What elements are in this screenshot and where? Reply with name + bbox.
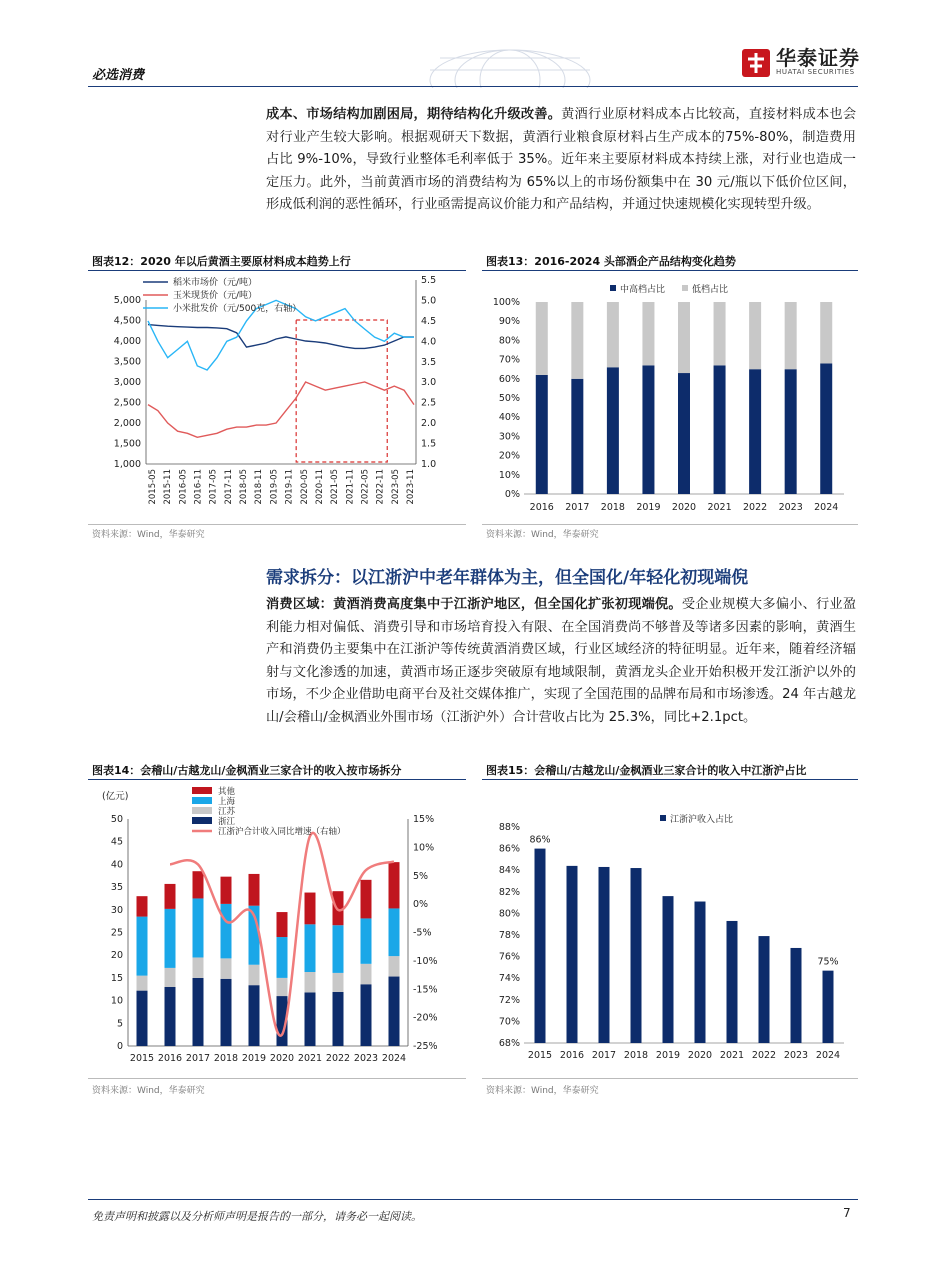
f14-bar-segment	[361, 918, 372, 963]
figure14-source-rule	[88, 1078, 466, 1079]
f14-bar-segment	[165, 909, 176, 968]
f14-right-tick-label: 5%	[413, 870, 429, 882]
f15-y-tick-label: 76%	[498, 951, 520, 963]
f14-bar-segment	[193, 871, 204, 898]
f15-x-tick-label: 2018	[623, 1050, 649, 1061]
figure13-title: 图表13：2016-2024 头部酒企产品结构变化趋势	[486, 255, 736, 268]
figure12-title: 图表12：2020 年以后黄酒主要原材料成本趋势上行	[92, 255, 351, 268]
f13-y-tick-label: 70%	[498, 354, 520, 366]
f13-bar-low	[642, 302, 654, 365]
f14-bar-segment	[221, 877, 232, 904]
f14-legend-label-0: 其他	[218, 787, 236, 797]
f15-x-tick-label: 2020	[687, 1050, 713, 1061]
f15-bar	[695, 902, 706, 1043]
f13-bar-mid-high	[607, 367, 619, 494]
f15-x-tick-label: 2017	[591, 1050, 617, 1061]
f15-bar	[631, 868, 642, 1043]
paragraph-cost-lead: 成本、市场结构加剧困局，期待结构化升级改善。	[266, 107, 562, 122]
f14-bar-segment	[389, 862, 400, 908]
f15-x-tick-label: 2015	[527, 1050, 553, 1061]
section-title: 需求拆分：以江浙沪中老年群体为主，但全国化/年轻化初现端倪	[266, 568, 749, 588]
f13-bar-low	[785, 302, 797, 369]
f13-x-tick-label: 2024	[814, 502, 839, 513]
footer-divider	[88, 1199, 858, 1200]
f14-bar-segment	[305, 893, 316, 925]
paragraph-cost	[266, 104, 856, 217]
f15-x-tick-label: 2022	[751, 1050, 777, 1061]
f14-right-tick-label: 15%	[413, 814, 435, 825]
huatai-logo-icon	[742, 47, 770, 77]
f12-x-tick-label: 2022-05	[360, 469, 371, 505]
f13-legend-label-0: 中高档占比	[620, 285, 666, 295]
f12-right-tick-label: 4.5	[421, 315, 437, 327]
header-section-label: 必选消费	[92, 68, 145, 83]
f14-bar-segment	[221, 904, 232, 958]
f14-x-tick-label: 2018	[213, 1053, 239, 1064]
f13-legend-label-1: 低档占比	[692, 285, 729, 295]
f14-bar-segment	[165, 968, 176, 987]
f13-y-tick-label: 50%	[498, 393, 520, 404]
f14-bar-segment	[333, 992, 344, 1046]
f14-bar-segment	[137, 917, 148, 976]
f14-legend-swatch-1	[192, 797, 212, 804]
figure13-chart	[482, 272, 858, 522]
f12-x-tick-label: 2020-11	[314, 469, 325, 505]
f15-y-tick-label: 68%	[498, 1038, 520, 1049]
f15-y-tick-label: 86%	[498, 843, 520, 855]
f12-right-tick-label: 5.0	[421, 295, 437, 307]
f12-legend-label-0: 稻米市场价（元/吨）	[173, 278, 258, 288]
f13-bar-mid-high	[642, 365, 654, 494]
f15-bar	[535, 849, 546, 1043]
figure12-source-rule	[88, 524, 466, 525]
f14-x-tick-label: 2019	[241, 1053, 267, 1064]
f13-legend-swatch-1	[682, 285, 688, 291]
f13-x-tick-label: 2021	[707, 502, 732, 513]
f14-bar-segment	[305, 924, 316, 972]
f12-x-tick-label: 2020-05	[299, 469, 310, 505]
f14-x-tick-label: 2015	[129, 1053, 155, 1064]
f12-right-tick-label: 2.0	[421, 418, 437, 430]
f14-left-tick-label: 25	[110, 927, 123, 939]
f12-x-tick-label: 2022-11	[375, 469, 386, 505]
f14-left-tick-label: 35	[110, 882, 123, 894]
f14-bar-segment	[361, 984, 372, 1046]
f15-bar	[727, 921, 738, 1043]
figure15-source: 资料来源：Wind，华泰研究	[486, 1086, 599, 1096]
f14-bar-segment	[165, 884, 176, 909]
f14-bar-segment	[389, 977, 400, 1046]
f13-y-tick-label: 80%	[498, 335, 520, 347]
f15-data-label-first: 86%	[529, 834, 551, 846]
page-number: 7	[843, 1206, 851, 1220]
f14-x-tick-label: 2022	[325, 1053, 351, 1064]
f14-right-tick-label: -25%	[413, 1041, 438, 1052]
f15-y-tick-label: 82%	[498, 886, 520, 898]
f15-bar	[759, 936, 770, 1043]
f14-right-tick-label: 0%	[413, 899, 429, 911]
f12-right-tick-label: 3.0	[421, 377, 437, 389]
f13-bar-low	[749, 302, 761, 369]
f14-left-tick-label: 50	[110, 814, 123, 825]
f12-series-line-1	[148, 382, 414, 437]
paragraph-region-lead: 消费区域：黄酒消费高度集中于江浙沪地区，但全国化扩张初现端倪。	[266, 597, 682, 612]
f14-left-tick-label: 45	[110, 836, 123, 848]
f13-x-tick-label: 2023	[778, 502, 803, 513]
f14-x-tick-label: 2020	[269, 1053, 295, 1064]
f15-x-tick-label: 2024	[815, 1050, 841, 1061]
f14-bar-segment	[305, 992, 316, 1046]
f15-x-tick-label: 2023	[783, 1050, 809, 1061]
f12-left-tick-label: 1,000	[113, 459, 141, 470]
f15-bar	[567, 866, 578, 1043]
paragraph-region-body: 受企业规模大多偏小、行业盈利能力相对偏低、消费引导和市场培育投入有限、在全国消费尚不够普及等诸多因素的影响，黄酒生产和消费仍主要集中在江浙沪等传统黄酒消费区域，行业区域经济的特征明显。近年来，随着经济辐射与文化渗透的加速，黄酒市场正逐步突破原有地域限制，黄酒龙头企业开始积极开发江浙沪以外的市场，不少企业借助电商平台及社交媒体推广，实现了全国范围的品牌布局和市场渗透。24 年古越龙山/会稽山/金枫酒业外围市场（江浙沪外）合计营收占比为 25.3%，同比+2.1pct。	[266, 597, 857, 725]
f14-right-tick-label: -10%	[413, 955, 438, 967]
f14-x-tick-label: 2023	[353, 1053, 379, 1064]
figure13-source: 资料来源：Wind，华泰研究	[486, 530, 599, 540]
f12-x-tick-label: 2023-11	[406, 469, 416, 505]
f13-x-tick-label: 2016	[529, 502, 554, 513]
f14-bar-segment	[333, 925, 344, 973]
f15-bar	[823, 971, 834, 1043]
f14-right-tick-label: -5%	[413, 927, 432, 939]
f13-y-tick-label: 60%	[498, 373, 520, 385]
f14-left-tick-label: 40	[110, 859, 123, 871]
f12-x-tick-label: 2019-11	[284, 469, 295, 505]
f15-y-tick-label: 84%	[498, 865, 520, 877]
f13-y-tick-label: 20%	[498, 450, 520, 462]
f15-y-tick-label: 72%	[498, 994, 520, 1006]
f14-x-tick-label: 2024	[381, 1053, 407, 1064]
f14-bar-segment	[333, 973, 344, 992]
f15-legend-label: 江浙沪收入占比	[670, 815, 734, 825]
f14-left-tick-label: 5	[116, 1018, 123, 1030]
f14-bar-segment	[193, 898, 204, 957]
f12-left-tick-label: 4,000	[113, 336, 141, 347]
f12-left-tick-label: 5,000	[113, 295, 141, 306]
f15-y-tick-label: 70%	[498, 1016, 520, 1028]
f13-x-tick-label: 2019	[636, 502, 661, 513]
figure14-source: 资料来源：Wind，华泰研究	[92, 1086, 205, 1096]
f12-left-tick-label: 2,000	[113, 418, 141, 429]
header-divider	[88, 86, 858, 87]
f14-bar-segment	[221, 979, 232, 1046]
figure15-source-rule	[482, 1078, 858, 1079]
f12-x-tick-label: 2015-11	[163, 469, 174, 505]
f14-bar-segment	[137, 991, 148, 1046]
f13-bar-mid-high	[571, 379, 583, 494]
figure15-title: 图表15：会稽山/古越龙山/金枫酒业三家合计的收入中江浙沪占比	[486, 764, 807, 777]
f13-y-tick-label: 40%	[498, 412, 520, 424]
f15-bar	[791, 948, 802, 1043]
f12-right-tick-label: 3.5	[421, 356, 437, 368]
f15-y-tick-label: 88%	[498, 822, 520, 833]
f12-x-tick-label: 2017-11	[223, 469, 234, 505]
brand-logo	[742, 47, 860, 77]
footer-disclaimer: 免责声明和披露以及分析师声明是报告的一部分，请务必一起阅读。	[92, 1210, 422, 1223]
f12-right-tick-label: 5.5	[421, 275, 437, 286]
f12-left-tick-label: 2,500	[113, 397, 141, 409]
f13-y-tick-label: 0%	[504, 489, 520, 500]
f14-left-tick-label: 20	[110, 950, 123, 962]
f14-legend-swatch-2	[192, 807, 212, 814]
f14-x-tick-label: 2016	[157, 1053, 183, 1064]
figure12-source: 资料来源：Wind，华泰研究	[92, 530, 205, 540]
f14-right-tick-label: -15%	[413, 984, 438, 996]
f13-y-tick-label: 90%	[498, 316, 520, 328]
f14-legend-swatch-0	[192, 787, 212, 794]
f14-bar-segment	[249, 985, 260, 1046]
f14-bar-segment	[165, 987, 176, 1046]
f14-bar-segment	[249, 874, 260, 906]
f13-y-tick-label: 10%	[498, 469, 520, 481]
f15-bar	[663, 896, 674, 1043]
f14-bar-segment	[193, 957, 204, 977]
f14-bar-segment	[277, 912, 288, 937]
f14-bar-segment	[361, 880, 372, 919]
paragraph-region	[266, 594, 856, 730]
f12-x-tick-label: 2021-11	[345, 469, 356, 505]
f14-bar-segment	[389, 908, 400, 956]
f13-bar-low	[678, 302, 690, 373]
paragraph-cost-body: 黄酒行业原材料成本占比较高，直接材料成本也会对行业产生较大影响。根据观研天下数据，黄酒行业粮食原材料占生产成本的75%-80%，制造费用占比 9%-10%，导致行业整体毛利率低于 35%。近年来主要原材料成本持续上涨，对行业也造成一定压力。此外，当前黄酒市场的消费结构为 65%以上的市场份额集中在 30 元/瓶以下低价位区间，形成低利润的恶性循环，行业亟需提高议价能力和产品结构，并通过快速规模化实现转型升级。	[266, 107, 857, 213]
f14-legend-label-3: 浙江	[218, 817, 236, 827]
f14-legend-label-1: 上海	[218, 797, 236, 807]
f13-bar-low	[607, 302, 619, 367]
f13-bar-low	[714, 302, 726, 365]
f14-left-tick-label: 10	[110, 995, 123, 1007]
f13-x-tick-label: 2020	[671, 502, 697, 513]
f12-right-tick-label: 2.5	[421, 397, 437, 409]
f14-bar-segment	[193, 978, 204, 1046]
f12-legend-label-1: 玉米现货价（元/吨）	[173, 291, 258, 301]
f14-bar-segment	[221, 958, 232, 978]
f12-legend-label-2: 小米批发价（元/500克，右轴）	[173, 304, 302, 314]
f14-bar-segment	[137, 896, 148, 916]
f12-x-tick-label: 2016-11	[193, 469, 204, 505]
brand-name-en: HUATAI SECURITIES	[776, 68, 855, 76]
figure14-rule	[88, 779, 466, 780]
f14-right-tick-label: 10%	[413, 842, 435, 854]
f12-right-tick-label: 1.5	[421, 438, 437, 450]
f13-y-tick-label: 30%	[498, 431, 520, 443]
f12-right-tick-label: 1.0	[421, 459, 437, 470]
f12-x-tick-label: 2023-05	[390, 469, 401, 505]
figure14-chart	[88, 781, 468, 1075]
f15-bar	[599, 867, 610, 1043]
f13-bar-low	[571, 302, 583, 379]
f12-x-tick-label: 2018-11	[254, 469, 265, 505]
f13-bar-mid-high	[536, 375, 548, 494]
f14-left-tick-label: 0	[116, 1041, 123, 1052]
f13-bar-mid-high	[749, 369, 761, 494]
f15-x-tick-label: 2019	[655, 1050, 681, 1061]
f12-x-tick-label: 2021-05	[330, 469, 341, 505]
f14-bar-segment	[277, 937, 288, 978]
f14-legend-swatch-3	[192, 817, 212, 824]
f12-x-tick-label: 2017-05	[208, 469, 219, 505]
f14-legend-label-2: 江苏	[218, 807, 236, 817]
f14-bar-segment	[137, 976, 148, 991]
f14-bar-segment	[389, 956, 400, 976]
f14-left-tick-label: 30	[110, 904, 123, 916]
brand-name-cn: 华泰证券	[776, 46, 860, 70]
figure14-title: 图表14：会稽山/古越龙山/金枫酒业三家合计的收入按市场拆分	[92, 764, 402, 777]
f14-left-tick-label: 15	[110, 972, 123, 984]
f12-right-tick-label: 4.0	[421, 336, 437, 348]
f12-left-tick-label: 1,500	[113, 438, 141, 450]
figure12-chart	[88, 272, 468, 522]
f12-x-tick-label: 2015-05	[148, 469, 158, 505]
f14-x-tick-label: 2017	[185, 1053, 211, 1064]
f12-left-tick-label: 3,000	[113, 377, 141, 388]
figure13-source-rule	[482, 524, 858, 525]
f14-bar-segment	[277, 978, 288, 996]
f13-x-tick-label: 2022	[743, 502, 768, 513]
f15-y-tick-label: 80%	[498, 908, 520, 920]
f12-left-tick-label: 4,500	[113, 315, 141, 327]
f14-y-unit: (亿元)	[102, 791, 129, 802]
f14-right-tick-label: -20%	[413, 1012, 438, 1024]
f14-bar-segment	[361, 964, 372, 984]
f14-x-tick-label: 2021	[297, 1053, 323, 1064]
header-globe-decoration	[420, 40, 600, 88]
f14-bar-segment	[305, 972, 316, 992]
f15-y-tick-label: 78%	[498, 930, 520, 941]
f15-legend-swatch	[660, 815, 666, 821]
f13-x-tick-label: 2017	[565, 502, 590, 513]
f13-y-tick-label: 100%	[492, 297, 520, 308]
f12-x-tick-label: 2016-05	[178, 469, 189, 505]
f13-legend-swatch-0	[610, 285, 616, 291]
f13-bar-low	[820, 302, 832, 363]
figure12-rule	[88, 270, 466, 271]
f15-x-tick-label: 2021	[719, 1050, 745, 1061]
f12-x-tick-label: 2019-05	[269, 469, 280, 505]
figure15-chart	[482, 781, 858, 1075]
figure15-rule	[482, 779, 858, 780]
f13-x-tick-label: 2018	[600, 502, 625, 513]
f15-data-label-last: 75%	[817, 956, 839, 968]
f12-x-tick-label: 2018-05	[239, 469, 250, 505]
f13-bar-mid-high	[820, 363, 832, 494]
f15-y-tick-label: 74%	[498, 973, 520, 985]
f15-x-tick-label: 2016	[559, 1050, 585, 1061]
f13-bar-mid-high	[678, 373, 690, 494]
figure13-rule	[482, 270, 858, 271]
f13-bar-mid-high	[714, 365, 726, 494]
f13-bar-mid-high	[785, 369, 797, 494]
f14-legend-line-label: 江浙沪合计收入同比增速（右轴）	[218, 827, 346, 837]
f13-bar-low	[536, 302, 548, 375]
f14-bar-segment	[249, 965, 260, 985]
f12-left-tick-label: 3,500	[113, 356, 141, 368]
